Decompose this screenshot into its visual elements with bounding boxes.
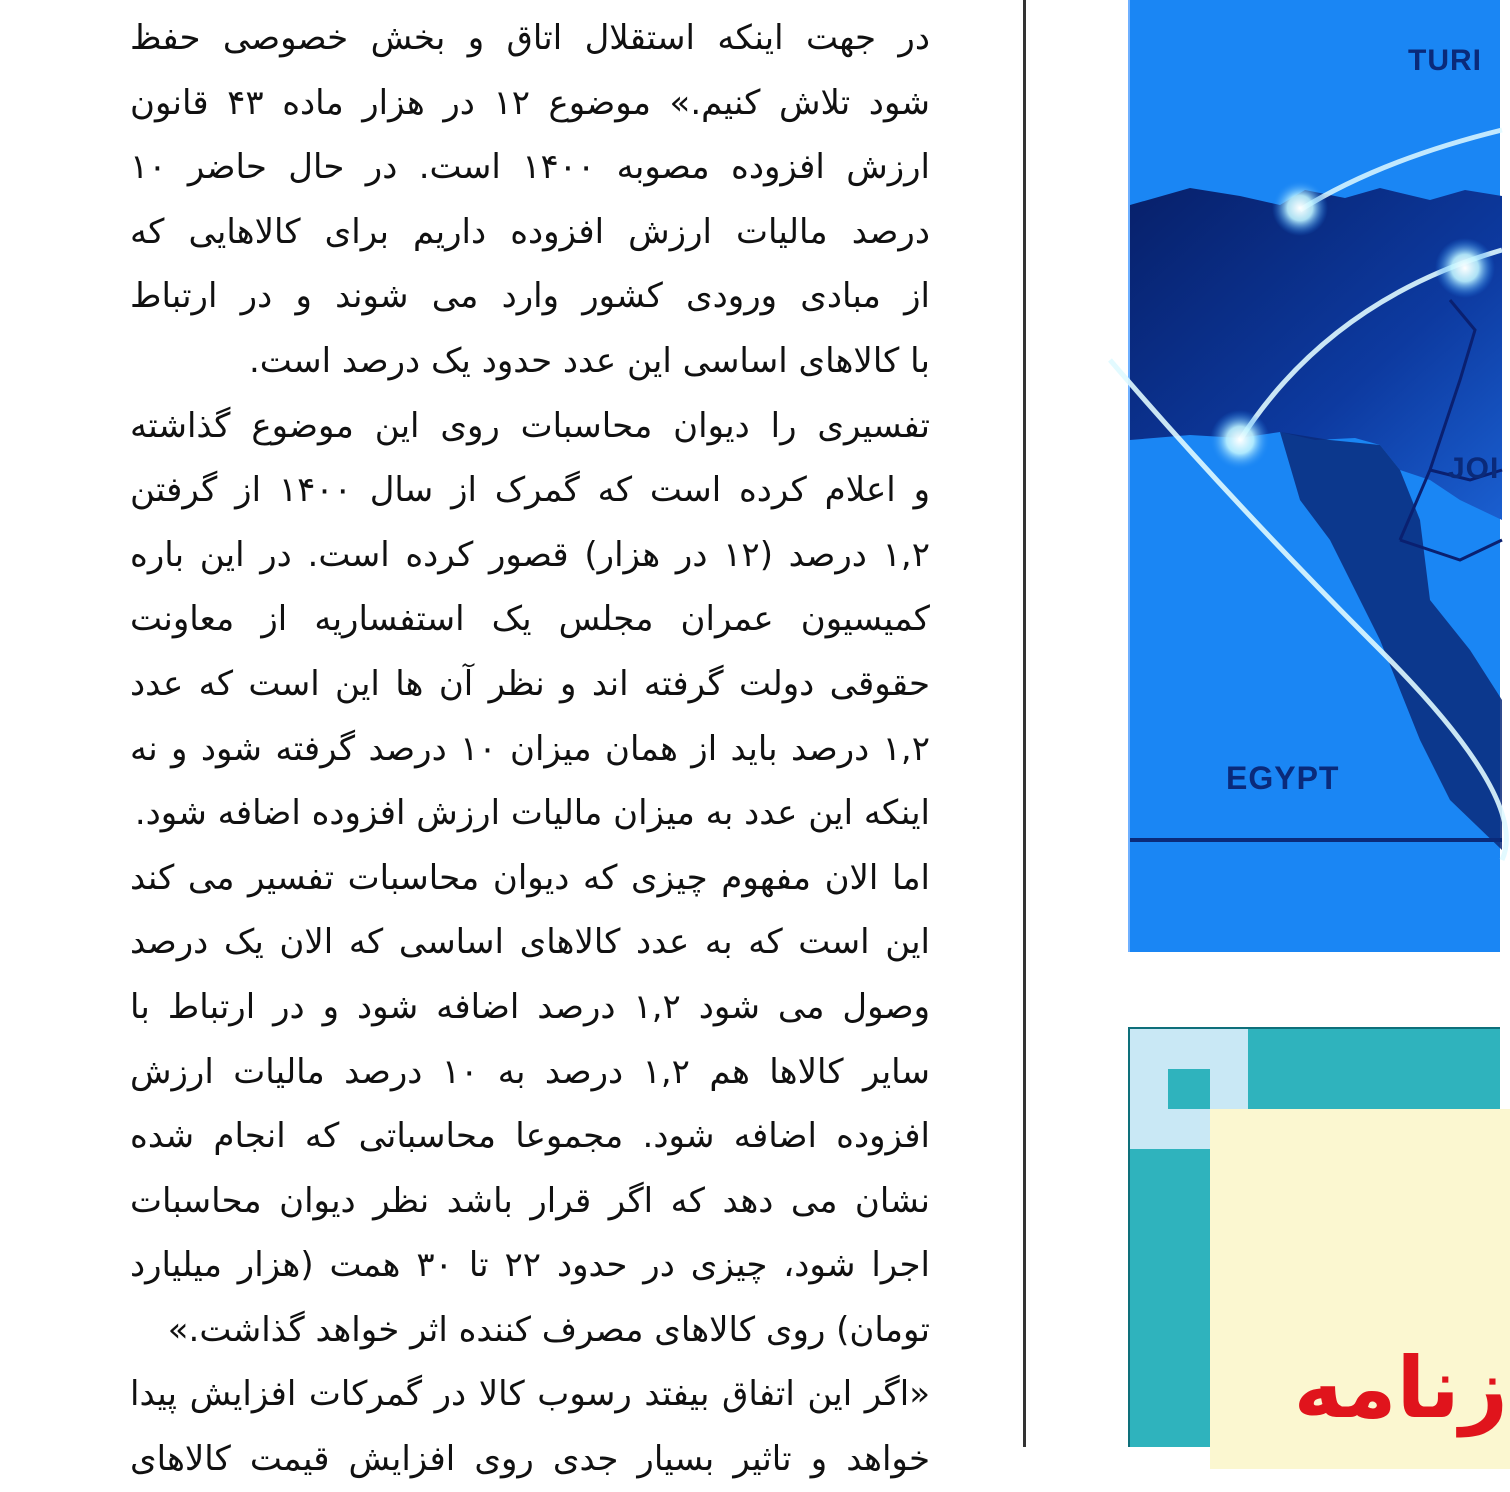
article-line: این است که به عدد کالاهای اساسی که الان یک درصد xyxy=(130,922,930,963)
article-line: نشان می دهد که اگر قرار باشد نظر دیوان محاسبات xyxy=(130,1180,930,1221)
article-line: ۱,۲ درصد باید از همان میزان ۱۰ درصد گرفته شود و نه xyxy=(130,728,930,769)
glow-node xyxy=(1210,410,1270,470)
advertisement-box xyxy=(1128,1027,1508,1447)
map-label-turkey: TURI xyxy=(1408,44,1482,77)
glow-node xyxy=(1272,180,1328,236)
article-line: از مبادی ورودی کشور وارد می شوند و در ارتباط xyxy=(130,276,930,317)
article-line: ارزش افزوده مصوبه ۱۴۰۰ است. در حال حاضر ۱۰ xyxy=(130,147,931,188)
ad-square-decoration xyxy=(1168,1069,1210,1109)
article-line: حقوقی دولت گرفته اند و نظر آن ها این است که عدد xyxy=(130,663,930,704)
article-line: اجرا شود، چیزی در حدود ۲۲ تا ۳۰ همت (هزار میلیارد xyxy=(130,1245,930,1286)
article-line: اما الان مفهوم چیزی که دیوان محاسبات تفسیر می کند xyxy=(130,857,930,898)
article-line: اینکه این عدد به میزان مالیات ارزش افزوده اضافه شود. xyxy=(134,793,930,834)
article-line: تومان) روی کالاهای مصرف کننده اثر خواهد گذاشت.» xyxy=(167,1309,930,1350)
article-line: وصول می شود ۱,۲ درصد اضافه شود و در ارتباط با xyxy=(130,986,930,1027)
article-line: تفسیری را دیوان محاسبات روی این موضوع گذاشته xyxy=(130,405,930,446)
map-illustration xyxy=(1128,0,1500,952)
map-label-egypt: EGYPT xyxy=(1226,760,1340,796)
glow-node xyxy=(1435,238,1495,298)
column-divider xyxy=(1023,0,1026,1447)
article-line: ۱,۲ درصد (۱۲ در هزار) قصور کرده است. در این باره xyxy=(130,534,930,575)
map-label-jordan: JOI xyxy=(1448,452,1500,485)
map-graphic xyxy=(1130,0,1502,952)
article-line: کمیسیون عمران مجلس یک استفساریه از معاونت xyxy=(130,599,930,640)
article-line: درصد مالیات ارزش افزوده داریم برای کالاهایی که xyxy=(130,211,930,252)
article-line: «اگر این اتفاق بیفتد رسوب کالا در گمرکات افزایش پیدا xyxy=(130,1374,930,1415)
article-column xyxy=(130,0,931,1480)
article-line: در جهت اینکه استقلال اتاق و بخش خصوصی حفظ xyxy=(130,18,930,58)
article-line: سایر کالاها هم ۱,۲ درصد به ۱۰ درصد مالیات ارزش xyxy=(130,1051,931,1092)
article-line: افزوده اضافه شود. مجموعا محاسباتی که انجام شده xyxy=(130,1116,930,1157)
article-line: خواهد و تاثیر بسیار جدی روی افزایش قیمت کالاهای xyxy=(130,1439,930,1480)
article-line: با کالاهای اساسی این عدد حدود یک درصد است. xyxy=(248,340,930,381)
article-line: و اعلام کرده است که گمرک از سال ۱۴۰۰ از گرفتن xyxy=(130,470,930,511)
article-line: شود تلاش کنیم.» موضوع ۱۲ در هزار ماده ۴۳ قانون xyxy=(130,82,930,123)
ad-headline: زنامه xyxy=(1293,1339,1508,1437)
